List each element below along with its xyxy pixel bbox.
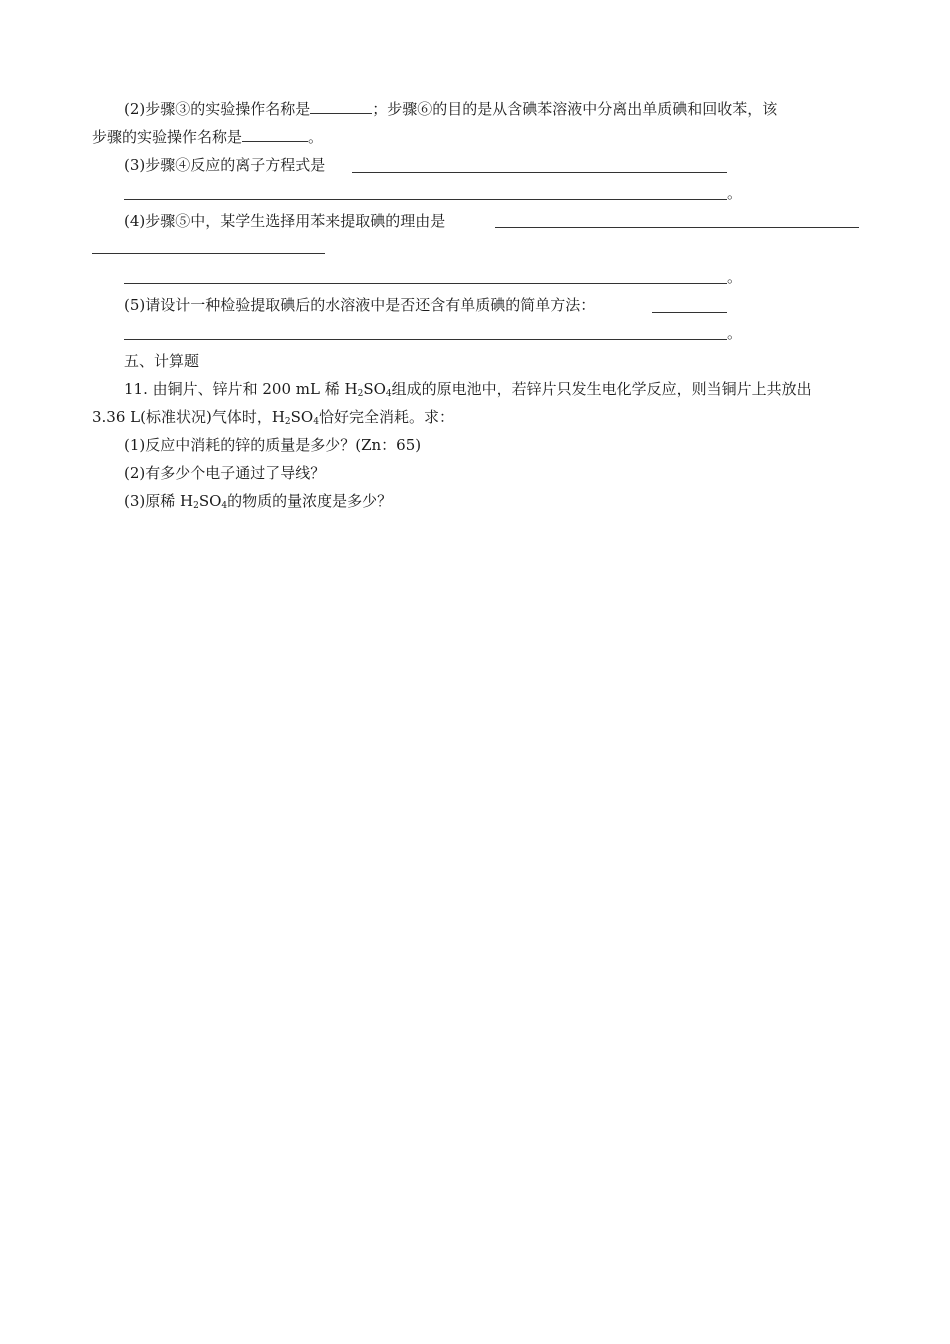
q2-text-part2: ；步骤⑥的目的是从含碘苯溶液中分离出单质碘和回收苯，该	[372, 100, 778, 118]
q4-answer-line-1[interactable]	[495, 227, 859, 228]
q4-line1	[124, 211, 445, 231]
q5-answer-line-1[interactable]	[652, 312, 727, 313]
q11-text-b: 组成的原电池中，若锌片只发生电化学反应，则当铜片上共放出	[391, 380, 812, 398]
q4-text: (4)步骤⑤中，某学生选择用苯来提取碘的理由是	[124, 212, 446, 230]
q11-sub3-sub2: 2	[193, 501, 199, 511]
q2-text-part3: 步骤的实验操作名称是	[92, 128, 243, 146]
q11-sub3-a: (3)原稀 H	[124, 492, 194, 510]
q11-so: SO	[363, 380, 386, 398]
q2-text-part1: (2)步骤③的实验操作名称是	[124, 100, 311, 118]
section-heading: 五、计算题	[124, 352, 200, 370]
q3-answer-line-2[interactable]	[124, 199, 727, 200]
q5-answer-line-2[interactable]	[124, 339, 727, 340]
q4-answer-line-2[interactable]	[92, 253, 325, 254]
q3-end-mark: 。	[727, 184, 743, 202]
q3-text: (3)步骤④反应的离子方程式是	[124, 156, 326, 174]
q5-line1	[124, 295, 595, 315]
q2-end-mark: 。	[308, 128, 324, 146]
q11-line2-sub4: 4	[313, 417, 319, 427]
q11-text-a: 11. 由铜片、锌片和 200 mL 稀 H	[124, 380, 358, 398]
q11-line2-sub2: 2	[284, 417, 291, 427]
q11-subquestion-2: (2)有多少个电子通过了导线？	[124, 464, 326, 482]
q4-end-mark: 。	[727, 268, 743, 286]
q11-subquestion-1: (1)反应中消耗的锌的质量是多少？(Zn：65)	[124, 436, 422, 454]
q4-answer-line-3[interactable]	[124, 283, 727, 284]
q11-subscript-4: 4	[385, 389, 392, 399]
q2-line2	[92, 127, 323, 147]
q11-sub3-so: SO	[198, 492, 222, 510]
q11-subquestion-3	[124, 491, 392, 511]
q11-sub3-sub4: 4	[221, 501, 228, 511]
q11-line1	[124, 379, 812, 399]
q3-answer-line-1[interactable]	[352, 172, 727, 173]
q2-answer-blank-2[interactable]	[242, 127, 308, 142]
q2-answer-blank-1[interactable]	[310, 99, 372, 114]
q11-sub3-b: 的物质的量浓度是多少？	[227, 492, 393, 510]
q11-line2-a: 3.36 L(标准状况)气体时，H	[92, 408, 285, 426]
q5-end-mark: 。	[727, 324, 743, 342]
q3-line1	[124, 155, 325, 175]
q11-line2-so: SO	[290, 408, 314, 426]
q11-line2-b: 恰好完全消耗。求：	[318, 408, 454, 426]
q11-subscript-2: 2	[357, 389, 364, 399]
q2-line1	[124, 99, 777, 119]
q11-line2	[92, 407, 454, 427]
q5-text: (5)请设计一种检验提取碘后的水溶液中是否还含有单质碘的简单方法：	[124, 296, 596, 314]
